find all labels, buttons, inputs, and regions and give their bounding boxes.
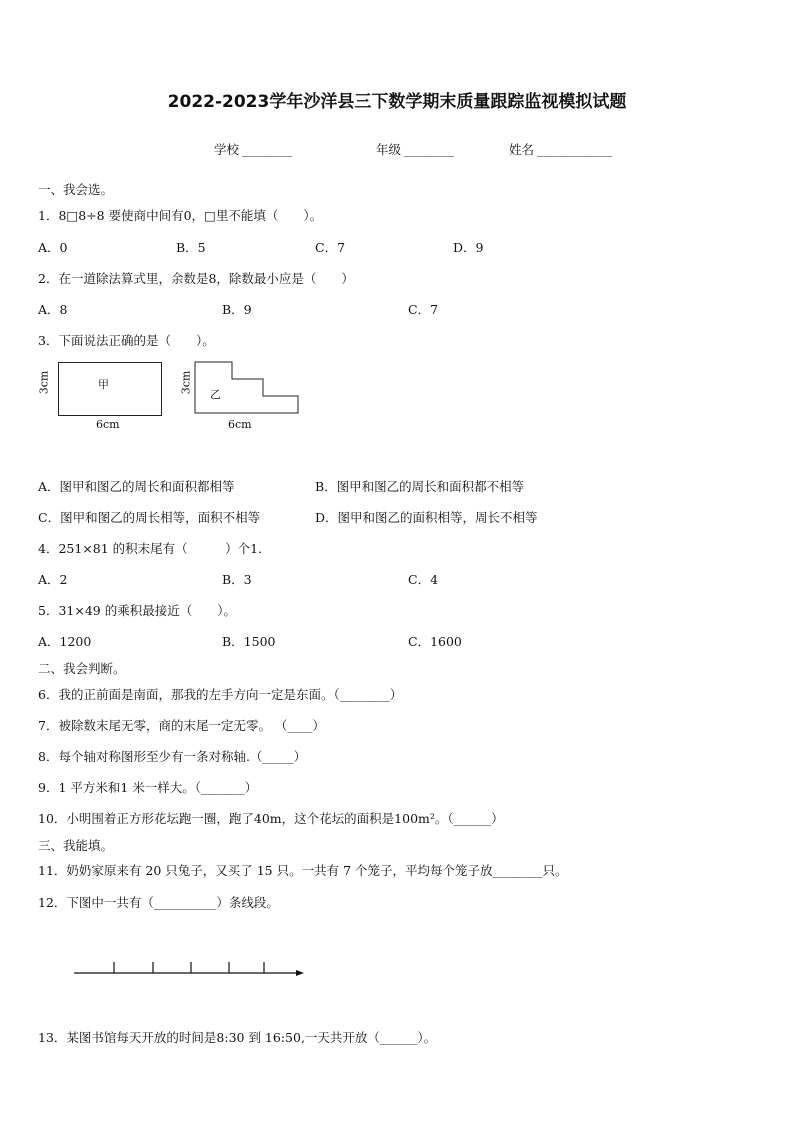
section-heading-judge: 二、我会判断。 xyxy=(38,661,126,676)
question-1: 1．8□8÷8 要使商中间有0，□里不能填（ ）。 xyxy=(38,208,323,223)
grade-blank: ________ xyxy=(404,142,454,157)
q3-option-d: D．图甲和图乙的面积相等，周长不相等 xyxy=(315,510,538,525)
figure-yi xyxy=(190,360,305,420)
school-label: 学校 xyxy=(214,142,240,157)
q5-option-c: C．1600 xyxy=(408,634,462,649)
name-blank: ____________ xyxy=(537,142,612,157)
q2-option-a: A．8 xyxy=(38,302,68,317)
question-13: 13．某图书馆每天开放的时间是8:30 到 16:50,一天共开放（______）。 xyxy=(38,1030,437,1045)
figure-jia-height: 3cm xyxy=(37,370,51,395)
question-8: 8．每个轴对称图形至少有一条对称轴.（_____） xyxy=(38,749,307,764)
question-6: 6．我的正前面是南面，那我的左手方向一定是东面。（________） xyxy=(38,687,403,702)
q1-option-a: A．0 xyxy=(38,240,68,255)
q2-option-b: B．9 xyxy=(222,302,252,317)
q4-option-a: A．2 xyxy=(38,572,68,587)
section-heading-fill: 三、我能填。 xyxy=(38,838,114,853)
figure-jia-width: 6cm xyxy=(96,418,120,431)
question-7: 7．被除数末尾无零，商的末尾一定无零。 （____） xyxy=(38,718,325,733)
question-4: 4．251×81 的积末尾有（ ）个1． xyxy=(38,541,271,556)
figure-yi-label: 乙 xyxy=(210,388,221,401)
q4-option-b: B．3 xyxy=(222,572,252,587)
question-5: 5．31×49 的乘积最接近（ ）。 xyxy=(38,603,236,618)
q1-option-c: C．7 xyxy=(315,240,346,255)
section-heading-choice: 一、我会选。 xyxy=(38,182,114,197)
q2-option-c: C．7 xyxy=(408,302,439,317)
school-blank: ________ xyxy=(242,142,292,157)
q1-option-d: D．9 xyxy=(453,240,484,255)
q1-option-b: B．5 xyxy=(176,240,206,255)
page-title: 2022-2023学年沙洋县三下数学期末质量跟踪监视模拟试题 xyxy=(167,92,627,112)
grade-label: 年级 xyxy=(376,142,402,157)
segment-ray-figure xyxy=(72,958,308,980)
figure-yi-width: 6cm xyxy=(228,418,252,431)
figure-yi-height: 3cm xyxy=(179,370,193,395)
question-2: 2．在一道除法算式里，余数是8，除数最小应是（ ） xyxy=(38,271,354,286)
question-9: 9．1 平方米和1 米一样大。（_______） xyxy=(38,780,258,795)
question-10: 10．小明围着正方形花坛跑一圈，跑了40m，这个花坛的面积是100m²。（______） xyxy=(38,811,504,826)
q4-option-c: C．4 xyxy=(408,572,439,587)
q3-option-a: A．图甲和图乙的周长和面积都相等 xyxy=(38,479,235,494)
name-label: 姓名 xyxy=(509,142,535,157)
q3-option-c: C．图甲和图乙的周长相等，面积不相等 xyxy=(38,510,261,525)
question-11: 11．奶奶家原来有 20 只兔子，又买了 15 只。一共有 7 个笼子，平均每个笼子放________只。 xyxy=(38,863,568,878)
question-12: 12．下图中一共有（__________）条线段。 xyxy=(38,895,279,910)
figure-jia-label: 甲 xyxy=(98,378,109,391)
figure-jia xyxy=(58,362,162,416)
q3-option-b: B．图甲和图乙的周长和面积都不相等 xyxy=(315,479,525,494)
question-3: 3．下面说法正确的是（ ）。 xyxy=(38,333,215,348)
q5-option-a: A．1200 xyxy=(38,634,92,649)
q5-option-b: B．1500 xyxy=(222,634,276,649)
